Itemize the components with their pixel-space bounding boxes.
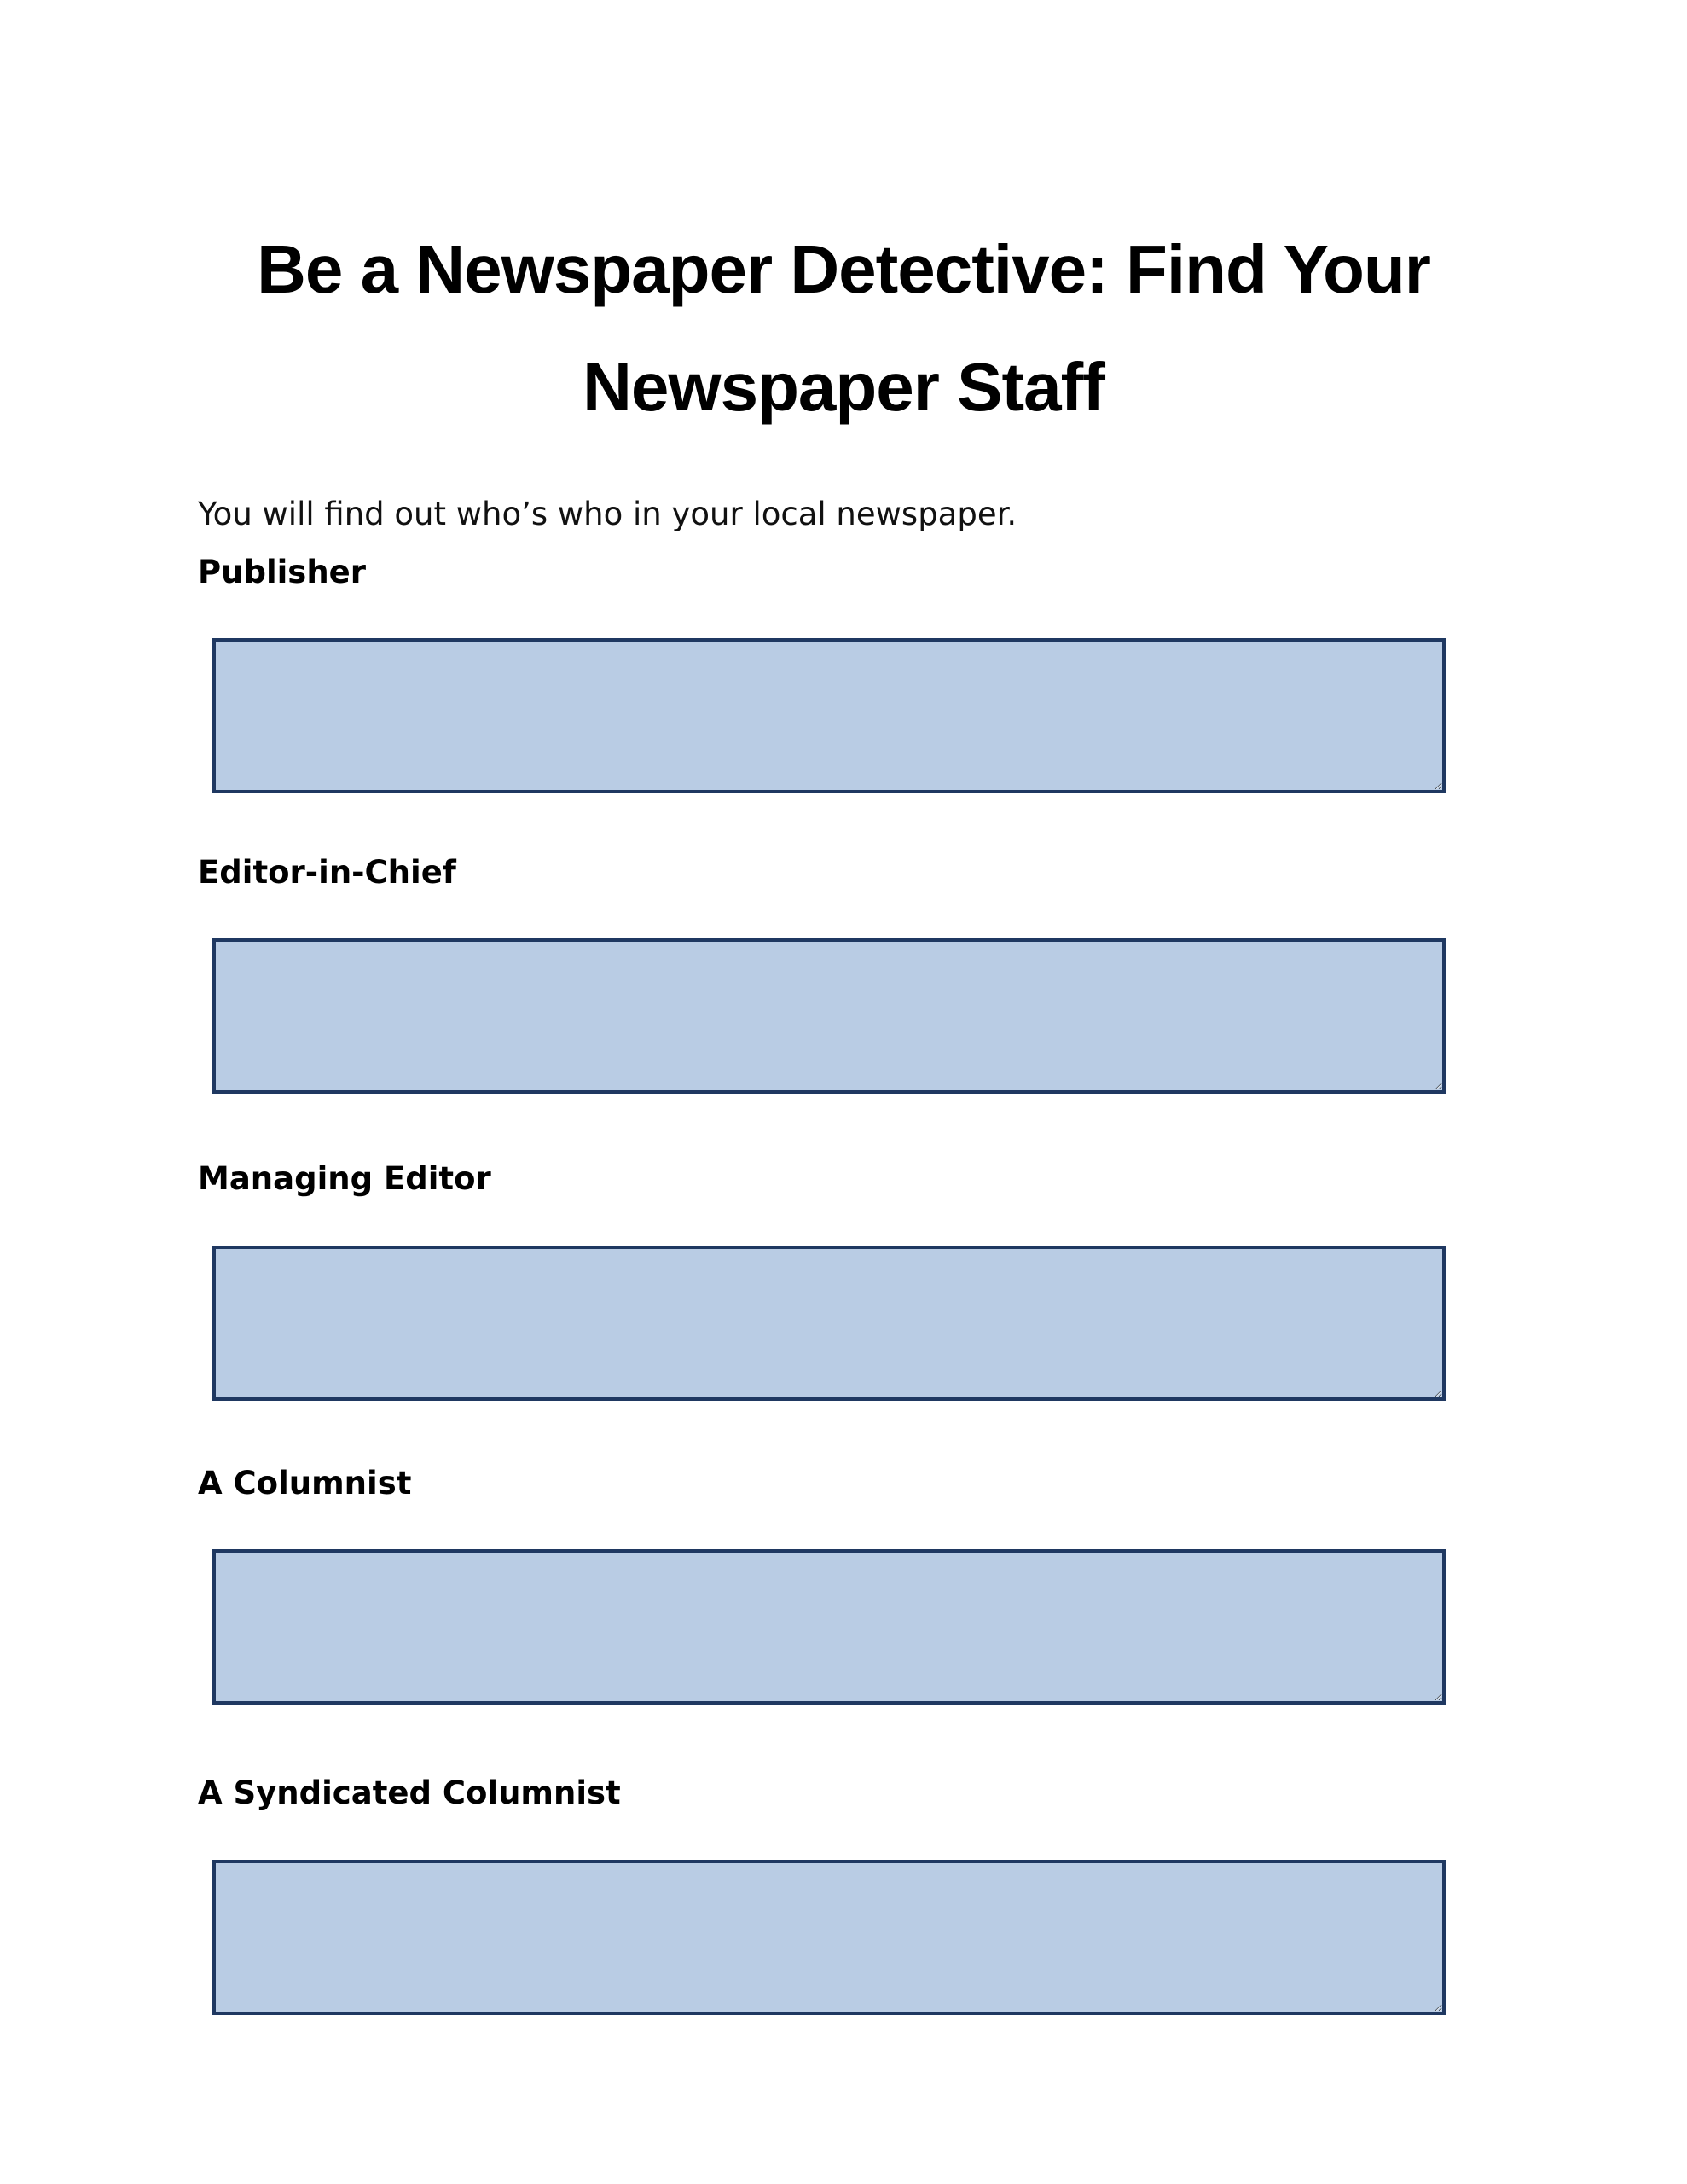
columnist-label: A Columnist [198, 1465, 412, 1502]
syndicated-columnist-field[interactable] [212, 1860, 1446, 2015]
intro-text: You will find out who’s who in your local newspaper. [198, 496, 1017, 532]
page-title-line-2: Newspaper Staff [583, 349, 1104, 425]
columnist-field[interactable] [212, 1549, 1446, 1705]
managing-editor-label: Managing Editor [198, 1160, 491, 1197]
editor-in-chief-label: Editor-in-Chief [198, 854, 456, 891]
managing-editor-field[interactable] [212, 1246, 1446, 1401]
publisher-field[interactable] [212, 638, 1446, 793]
page-title-line-1: Be a Newspaper Detective: Find Your [257, 231, 1430, 307]
publisher-label: Publisher [198, 554, 367, 590]
syndicated-columnist-label: A Syndicated Columnist [198, 1774, 621, 1811]
editor-in-chief-field[interactable] [212, 938, 1446, 1094]
